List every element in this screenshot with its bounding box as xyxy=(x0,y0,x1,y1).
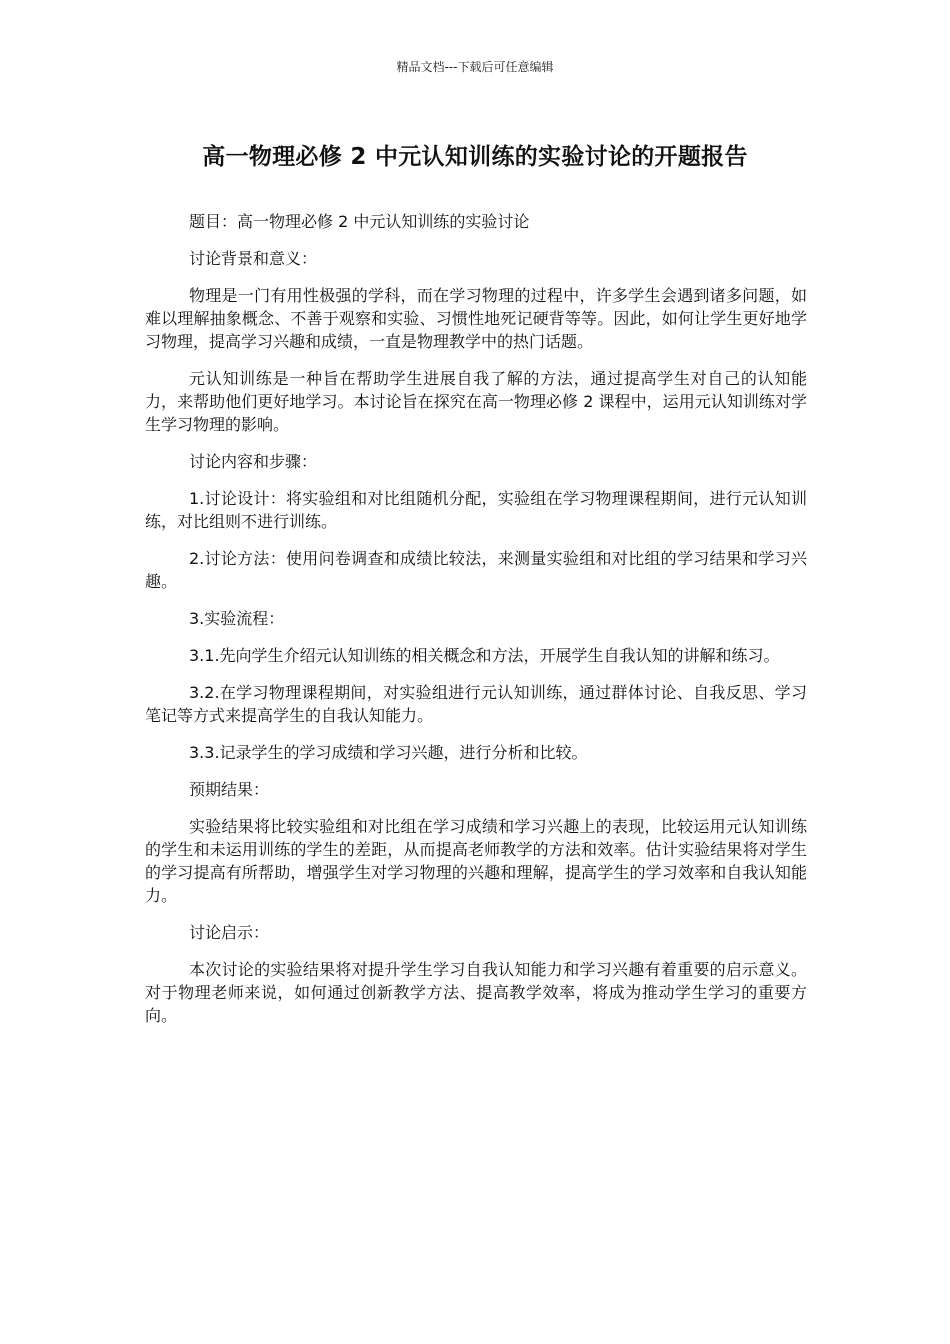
paragraph-step-design: 1.讨论设计：将实验组和对比组随机分配，实验组在学习物理课程期间，进行元认知训练，对比组则不进行训练。 xyxy=(145,489,807,531)
paragraph-background-1: 物理是一门有用性极强的学科，而在学习物理的过程中，许多学生会遇到诸多问题，如难以理解抽象概念、不善于观察和实验、习惯性地死记硬背等等。因此，如何让学生更好地学习物理，提高学习兴趣和成绩，一直是物理教学中的热门话题。 xyxy=(145,286,807,351)
heading-content-steps: 讨论内容和步骤： xyxy=(189,452,318,471)
paragraph-step-3-3: 3.3.记录学生的学习成绩和学习兴趣，进行分析和比较。 xyxy=(189,743,588,762)
heading-expected-results: 预期结果： xyxy=(189,780,270,799)
document-title: 高一物理必修 2 中元认知训练的实验讨论的开题报告 xyxy=(202,144,748,170)
paragraph-step-process: 3.实验流程： xyxy=(189,609,285,628)
paragraph-step-method: 2.讨论方法：使用问卷调查和成绩比较法，来测量实验组和对比组的学习结果和学习兴趣。 xyxy=(145,549,807,591)
header-note: 精品文档---下载后可任意编辑 xyxy=(396,60,554,74)
heading-background: 讨论背景和意义： xyxy=(189,249,318,268)
heading-implications: 讨论启示： xyxy=(189,923,270,942)
paragraph-implications: 本次讨论的实验结果将对提升学生学习自我认知能力和学习兴趣有着重要的启示意义。对于物理老师来说，如何通过创新教学方法、提高教学效率，将成为推动学生学习的重要方向。 xyxy=(145,960,807,1025)
document-body xyxy=(145,210,807,1041)
paragraph-step-3-2: 3.2.在学习物理课程期间，对实验组进行元认知训练，通过群体讨论、自我反思、学习笔记等方式来提高学生的自我认知能力。 xyxy=(145,683,807,725)
paragraph-expected-results: 实验结果将比较实验组和对比组在学习成绩和学习兴趣上的表现，比较运用元认知训练的学生和未运用训练的学生的差距，从而提高老师教学的方法和效率。估计实验结果将对学生的学习提高有所帮助，增强学生对学习物理的兴趣和理解，提高学生的学习效率和自我认知能力。 xyxy=(145,817,807,905)
paragraph-background-2: 元认知训练是一种旨在帮助学生进展自我了解的方法，通过提高学生对自己的认知能力，来帮助他们更好地学习。本讨论旨在探究在高一物理必修 2 课程中，运用元认知训练对学生学习物理的影响。 xyxy=(145,369,807,434)
paragraph-topic: 题目：高一物理必修 2 中元认知训练的实验讨论 xyxy=(189,212,530,231)
paragraph-step-3-1: 3.1.先向学生介绍元认知训练的相关概念和方法，开展学生自我认知的讲解和练习。 xyxy=(189,646,780,665)
